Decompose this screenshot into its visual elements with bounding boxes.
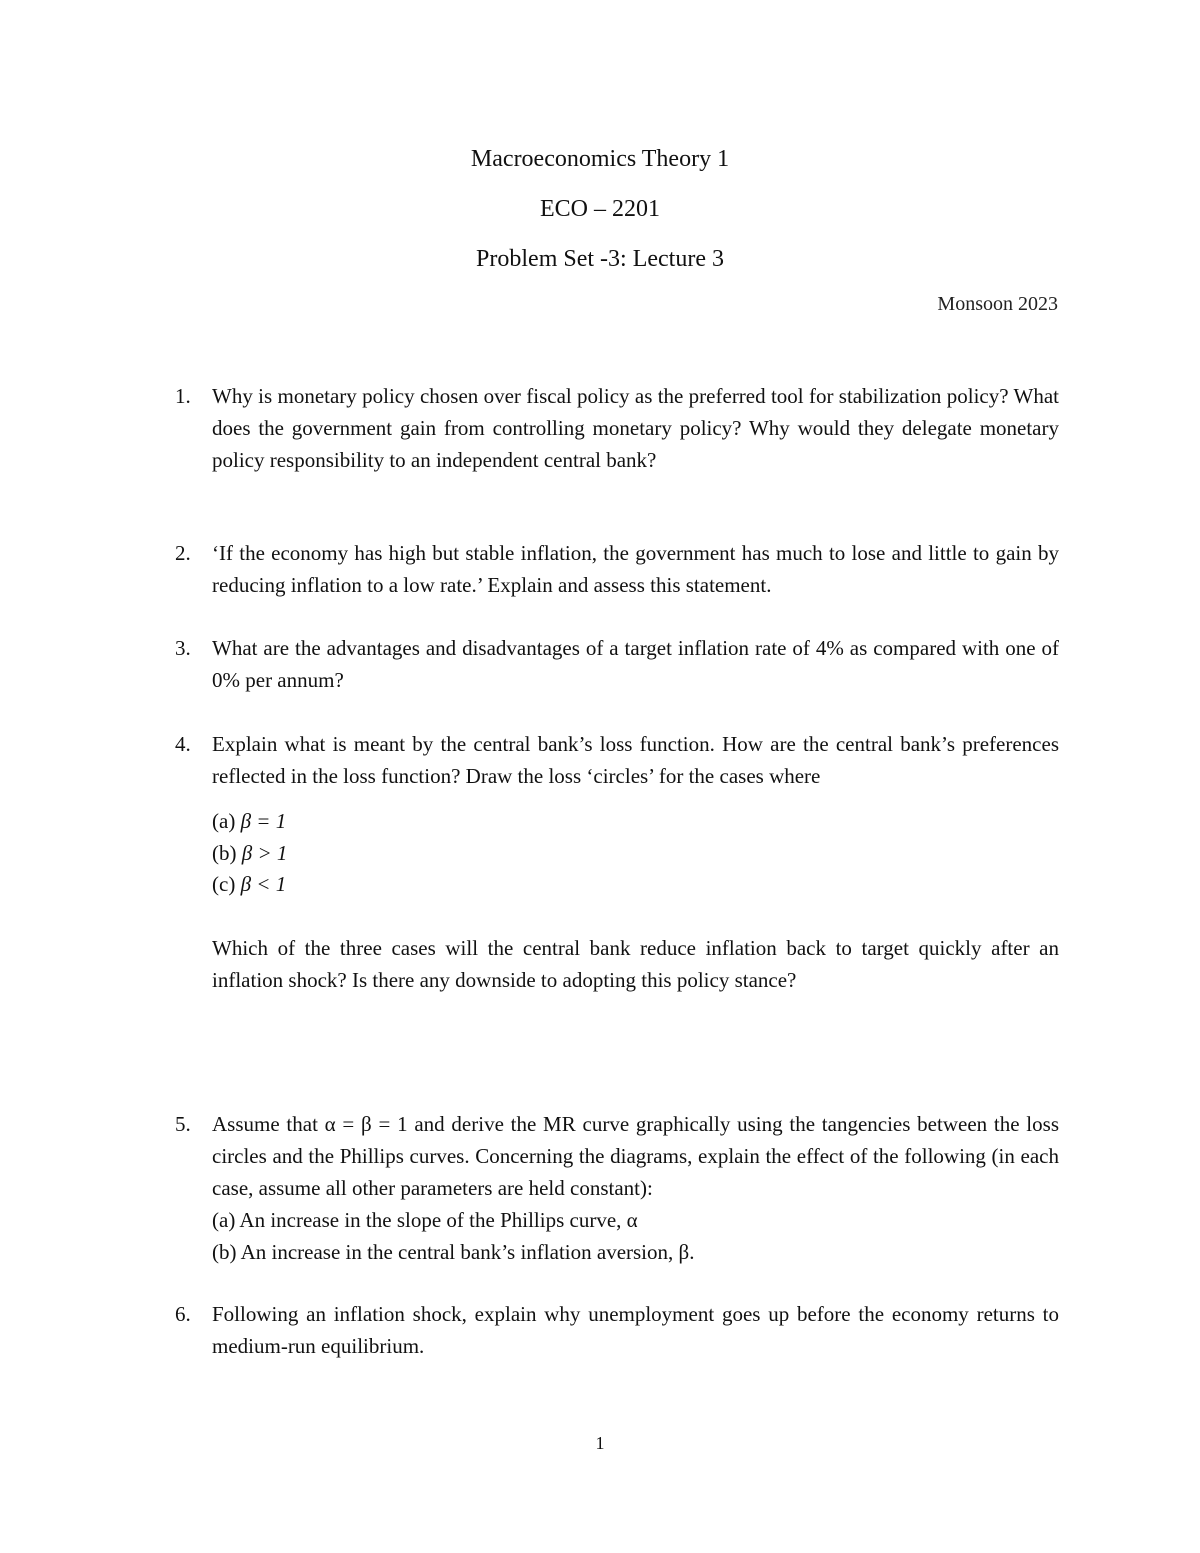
- question-text: Why is monetary policy chosen over fiscal policy as the preferred tool for stabilization policy? What does the government gain from controlling monetary policy? Why would they delegate monetary policy responsibility to an independent central bank?: [212, 384, 1059, 472]
- problem-set-title: Problem Set -3: Lecture 3: [476, 246, 724, 272]
- question-1: [175, 380, 1059, 476]
- question-text: Following an inflation shock, explain why unemployment goes up before the economy returns to medium-run equilibrium.: [212, 1302, 1059, 1358]
- question-number: 3.: [175, 636, 191, 660]
- case-c: (c) β < 1: [212, 872, 287, 896]
- question-4: [175, 728, 1059, 996]
- part-a: (a) An increase in the slope of the Phillips curve, α: [212, 1208, 638, 1232]
- course-title: Macroeconomics Theory 1: [470, 146, 730, 172]
- question-3: [175, 632, 1059, 696]
- question-number: 6.: [175, 1302, 191, 1326]
- question-text: What are the advantages and disadvantages of a target inflation rate of 4% as compared with one of 0% per annum?: [212, 636, 1059, 692]
- question-number: 5.: [175, 1112, 191, 1136]
- case-a: (a) β = 1: [212, 809, 287, 833]
- question-number: 4.: [175, 732, 191, 756]
- question-5: [175, 1108, 1059, 1268]
- beta-cases: [212, 806, 1059, 901]
- question-number: 2.: [175, 541, 191, 565]
- question-text: Assume that α = β = 1 and derive the MR curve graphically using the tangencies between the loss circles and the Phillips curves. Concerning the diagrams, explain the effect of the following (in each case, assume all other parameters are held constant):: [212, 1112, 1059, 1200]
- question-6: [175, 1298, 1059, 1362]
- question-2: [175, 537, 1059, 601]
- question-text: Explain what is meant by the central bank’s loss function. How are the central bank’s preferences reflected in the loss function? Draw the loss ‘circles’ for the cases where: [212, 732, 1059, 788]
- course-code: ECO – 2201: [540, 196, 660, 222]
- term-label: Monsoon 2023: [937, 293, 1058, 315]
- page-number: 1: [595, 1433, 605, 1453]
- question-number: 1.: [175, 384, 191, 408]
- case-b: (b) β > 1: [212, 840, 288, 865]
- part-b: (b) An increase in the central bank’s inflation aversion, β.: [212, 1240, 695, 1264]
- question-follow-up: Which of the three cases will the central bank reduce inflation back to target quickly after an inflation shock? Is there any downside to adopting this policy stance?: [212, 935, 1059, 992]
- question-text: ‘If the economy has high but stable inflation, the government has much to lose and little to gain by reducing inflation to a low rate.’ Explain and assess this statement.: [212, 541, 1059, 597]
